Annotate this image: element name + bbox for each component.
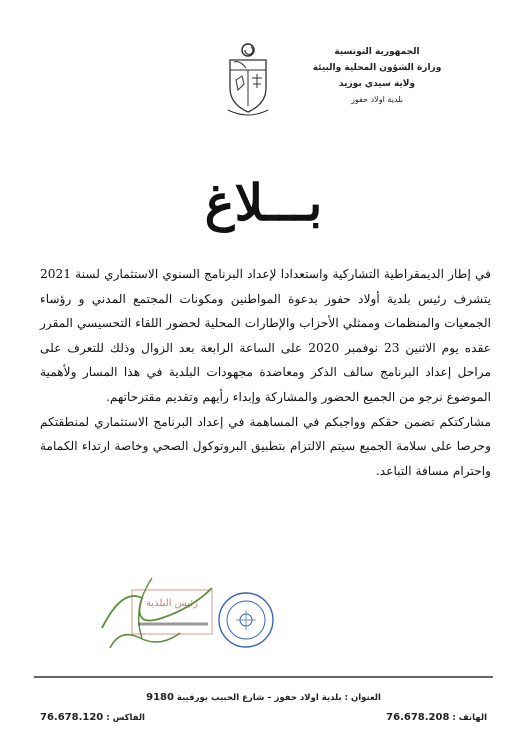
footer-address: [0, 692, 527, 703]
address-text: العنوان : بلدية اولاد حفوز – شارع الحبيب بورقيبة: [176, 693, 381, 703]
coat-of-arms-emblem: [224, 40, 272, 122]
fax-label: الفاكس :: [106, 713, 145, 723]
municipality-round-stamp: [216, 590, 276, 650]
address-code: 9180: [146, 692, 174, 703]
phone-label: الهاتف :: [452, 713, 487, 723]
stamp-text: رئيس البلدية: [145, 598, 199, 609]
phone-value: 76.678.208: [386, 712, 450, 723]
ministry-name: وزارة الشؤون المحلية والبيئة: [312, 63, 442, 73]
fax-contact: [40, 712, 145, 723]
letterhead: [287, 44, 467, 108]
fax-value: 76.678.120: [40, 712, 104, 723]
footer-divider: [34, 676, 493, 678]
announcement-body: [40, 262, 491, 483]
phone-contact: [386, 712, 487, 723]
footer-contacts: [40, 712, 487, 723]
body-paragraph-1: في إطار الديمقراطية التشاركية واستعدادا لإعداد البرنامج السنوي الاستثماري لسنة 2021 يتشرف رئيس بلدية أولاد حفوز بدعوة المواطنين ومكونات المجتمع المدني و رؤساء الجمعيات والمنظمات وممثلي الأحزاب والإطارات المحلية لحضور اللقاء التحسيسي المقرر عقده يوم الاثنين 23 نوفمبر 2020 على الساعة الرابعة بعد الزوال وذلك للتعرف على مراحل إعداد البرنامج سالف الذكر ومعاضدة مجهودات البلدية في هذا المسار ولأهمية الموضوع نرجو من الجميع الحضور والمشاركة وإبداء رأيهم وتقديم مقترحاتهم.: [40, 267, 492, 404]
body-paragraph-2: مشاركتكم تضمن حقكم وواجبكم في المساهمة في إعداد البرنامج الاستثماري لمنطقتكم وحرصا على سلامة الجميع سيتم الالتزام بتطبيق البروتوكول الصحي وخاصة ارتداء الكمامة واحترام مسافة التباعد.: [40, 414, 491, 478]
page-title: بـــلاغ: [204, 173, 323, 232]
official-signature-stamp: [92, 568, 222, 668]
country-name: الجمهورية التونسية: [334, 47, 420, 57]
municipality-name: بلدية اولاد حفوز: [351, 95, 403, 104]
governorate-name: ولاية سيدي بوزيد: [338, 79, 416, 89]
